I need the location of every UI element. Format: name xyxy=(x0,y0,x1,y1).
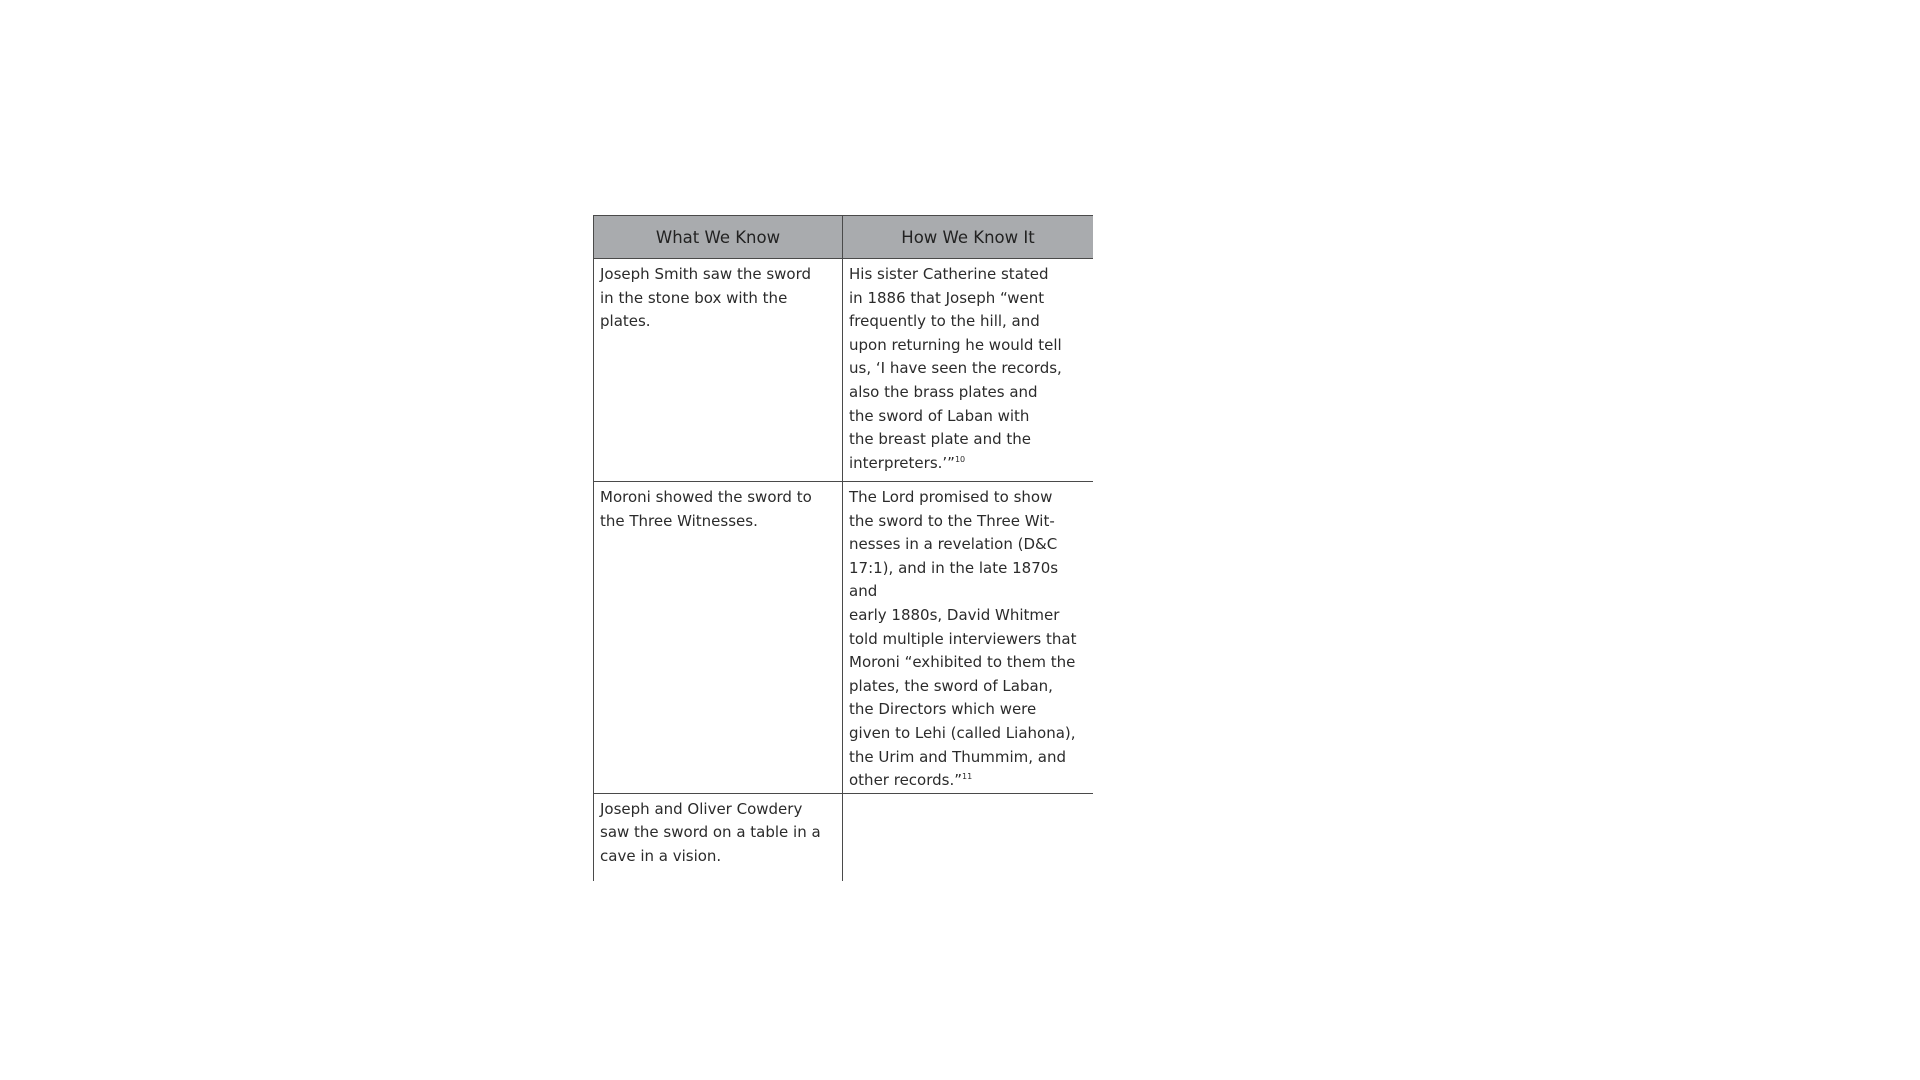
table-row xyxy=(594,259,1094,482)
what-cell xyxy=(594,259,843,482)
what-cell xyxy=(594,793,843,881)
content-table-container xyxy=(593,215,1093,881)
footnote-marker: 10 xyxy=(954,454,966,464)
table-header-row xyxy=(594,216,1094,259)
table-row xyxy=(594,482,1094,794)
how-cell xyxy=(843,259,1094,482)
table-row xyxy=(594,793,1094,881)
how-cell xyxy=(843,482,1094,794)
header-what-we-know: What We Know xyxy=(594,216,843,259)
what-text: Moroni showed the sword to the Three Witnesses. xyxy=(600,488,812,530)
what-cell xyxy=(594,482,843,794)
how-text: The Lord promised to show the sword to the Three Wit- nesses in a revelation (D&C 17:1), and in the late 1870s and early 1880s, David Whitmer told multiple interviewers that Moroni “exhibited to them the plates, the sword of Laban, the Directors which were given to Lehi (called Liahona), the Urim and Thummim, and other records.” xyxy=(849,488,1077,790)
what-we-know-table xyxy=(593,215,1093,881)
how-cell xyxy=(843,793,1094,881)
what-text: Joseph Smith saw the sword in the stone box with the plates. xyxy=(600,265,812,331)
what-text: Joseph and Oliver Cowdery saw the sword on a table in a cave in a vision. xyxy=(600,799,821,865)
header-how-we-know-it: How We Know It xyxy=(843,216,1094,259)
how-text: His sister Catherine stated in 1886 that Joseph “went frequently to the hill, and upon returning he would tell us, ‘I have seen the records, also the brass plates and the sword of Laban with the breast plate and the interpreters.’” xyxy=(849,265,1062,472)
footnote-marker: 11 xyxy=(962,772,973,782)
